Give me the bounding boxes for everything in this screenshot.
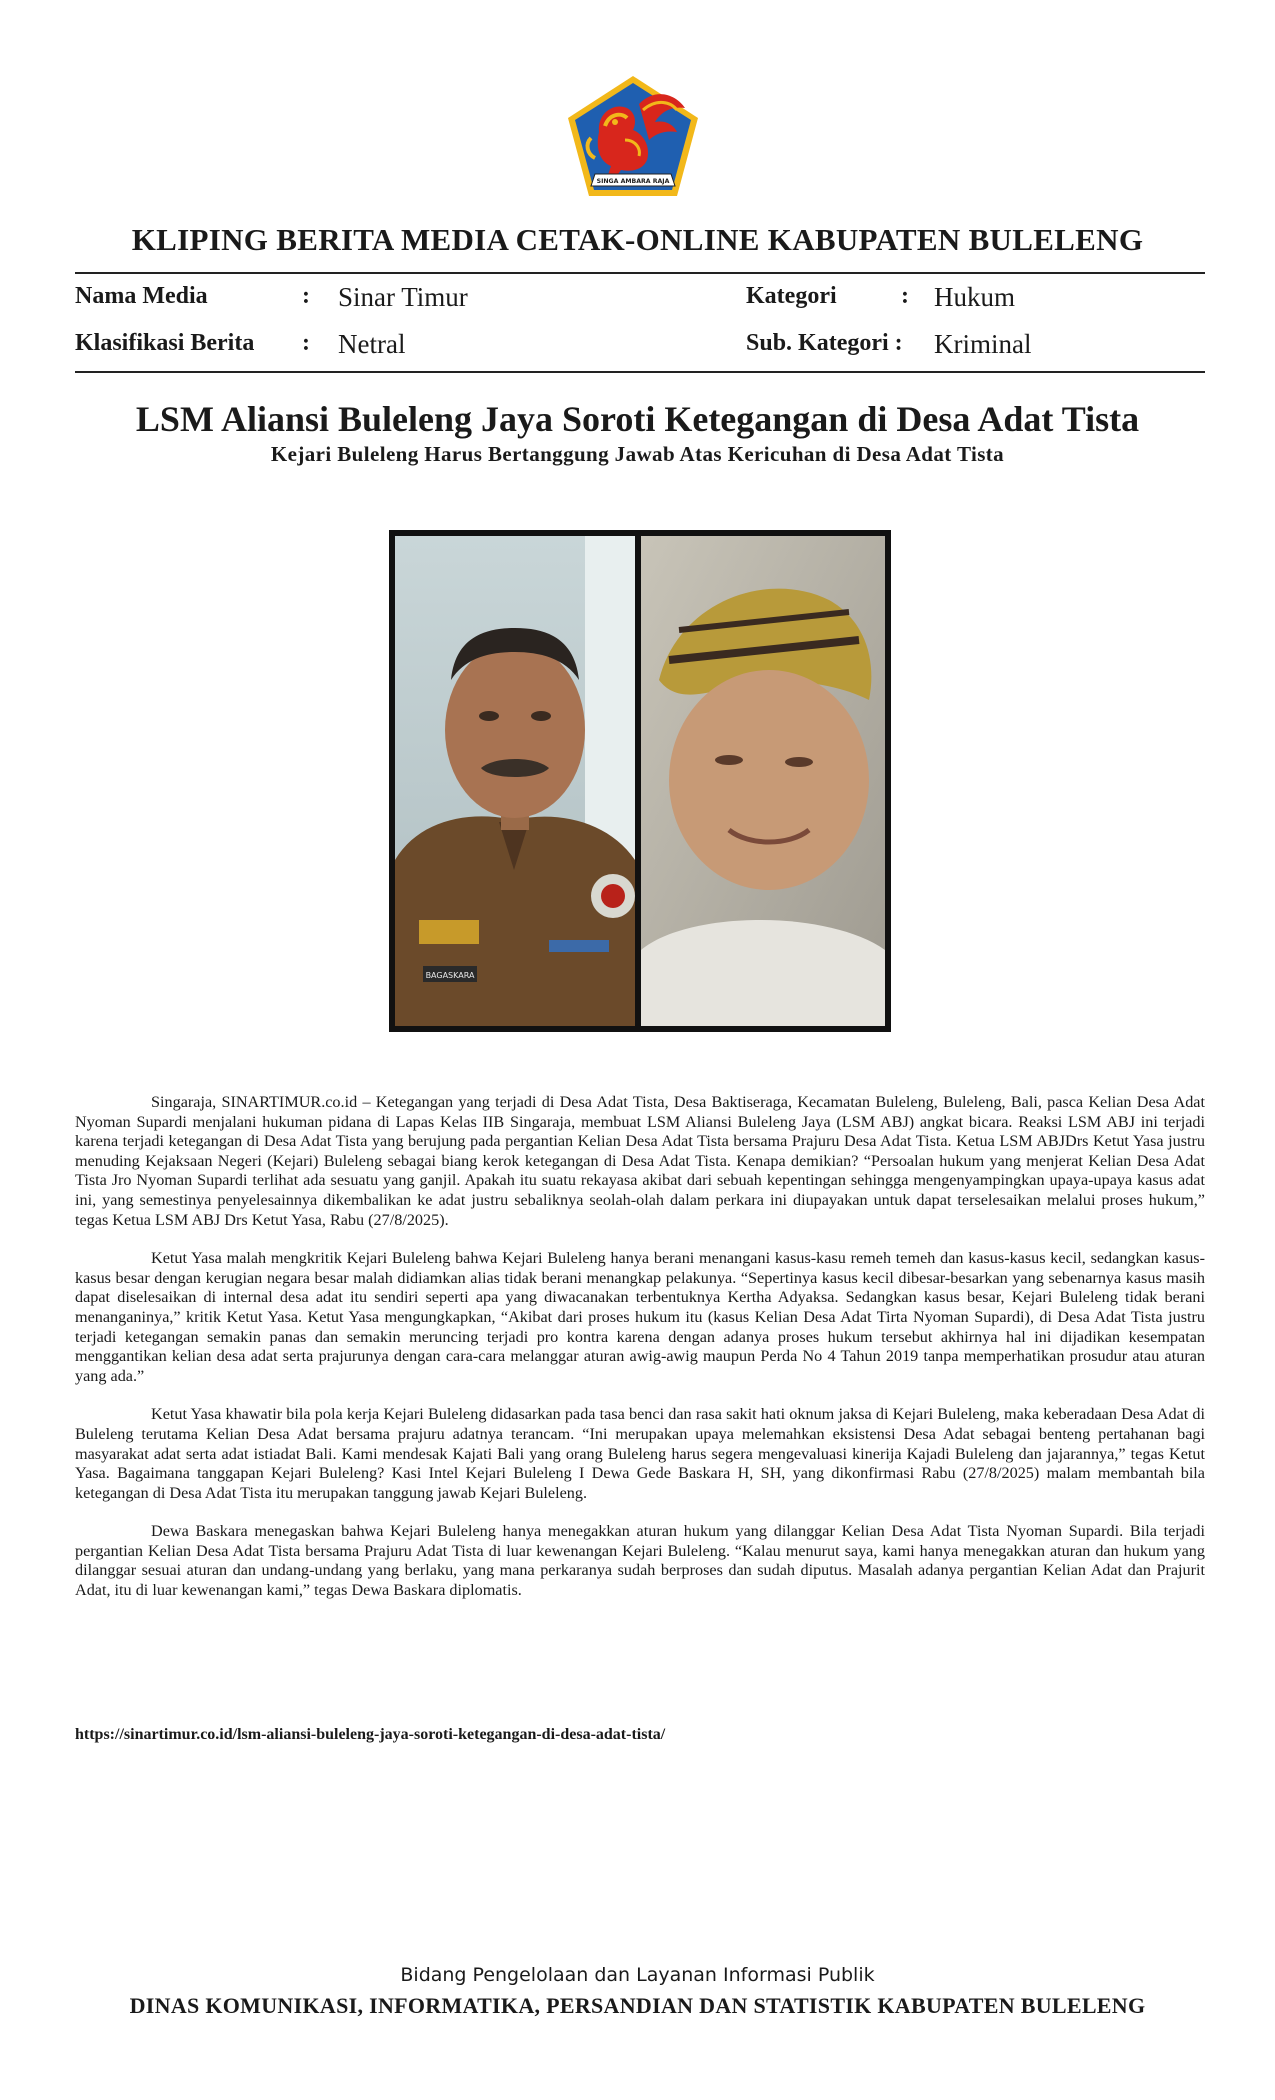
portrait-right bbox=[641, 536, 885, 1026]
article-subheadline: Kejari Buleleng Harus Bertanggung Jawab Atas Kericuhan di Desa Adat Tista bbox=[270, 442, 1005, 466]
footer-department: Bidang Pengelolaan dan Layanan Informasi Publik bbox=[400, 1964, 875, 1986]
footer-agency: DINAS KOMUNIKASI, INFORMATIKA, PERSANDIAN DAN STATISTIK KABUPATEN BULELENG bbox=[129, 1993, 1146, 2018]
source-url-link[interactable]: https://sinartimur.co.id/lsm-aliansi-buleleng-jaya-soroti-ketegangan-di-desa-adat-tista/ bbox=[75, 1726, 666, 1743]
category-value: Hukum bbox=[934, 282, 1015, 312]
logo-motto: SINGA AMBARA RAJA bbox=[596, 178, 670, 185]
regency-logo bbox=[565, 74, 701, 198]
classification-value: Netral bbox=[338, 329, 406, 359]
classification-label: Klasifikasi Berita bbox=[75, 330, 255, 356]
article-photo bbox=[389, 530, 891, 1032]
category-label: Kategori bbox=[746, 283, 837, 309]
subcategory-label: Sub. Kategori : bbox=[746, 330, 903, 356]
portrait-left bbox=[395, 536, 635, 1026]
article-paragraph-3: Ketut Yasa khawatir bila pola kerja Kejari Buleleng didasarkan pada tasa benci dan rasa sakit hati oknum jaksa di Kejari Buleleng, maka keberadaan Desa Adat di Buleleng terutama Kelian Desa Adat bersama prajuru adatnya terancam. “Ini merupakan upaya melemahkan eksistensi Desa Adat sebagai benteng pertahanan bagi masyarakat adat serta adat istiadat Bali. Kami mendesak Kajati Bali yang orang Buleleng harus segera mengevaluasi kinerija Kajadi Buleleng dan jajarannya,” tegas Ketut Yasa. Bagaimana tanggapan Kejari Buleleng? Kasi Intel Kejari Buleleng I Dewa Gede Baskara H, SH, yang dikonfirmasi Rabu (27/8/2025) malam membantah bila ketegangan di Desa Adat Tista itu merupakan tanggung jawab Kejari Buleleng. bbox=[75, 1405, 1205, 1502]
article-headline: LSM Aliansi Buleleng Jaya Soroti Ketegangan di Desa Adat Tista bbox=[135, 399, 1140, 439]
category-colon: : bbox=[901, 283, 909, 309]
article-paragraph-2: Ketut Yasa malah mengkritik Kejari Buleleng bahwa Kejari Buleleng hanya berani menangani kasus-kasu remeh temeh dan kasus-kasus kecil, sedangkan kasus-kasus besar dengan kerugian negara besar malah didiamkan alias tidak berani menangkap pelakunya. “Sepertinya kasus kecil dibesar-besarkan yang sebenarnya kasus masih dapat diselesaikan di internal desa adat itu sendiri seperti apa yang diwacanakan terbentuknya Kertha Adyaksa. Sedangkan kasus besar, Kejari Buleleng tidak berani menanganinya,” kritik Ketut Yasa. Ketut Yasa mengungkapkan, “Akibat dari proses hukum itu (kasus Kelian Desa Adat Tirta Nyoman Supardi), di Desa Adat Tista justru terjadi ketegangan semakin panas dan semakin meruncing terjadi pro kontra karena dengan adanya proses hukum tersebut akhirnya hal ini dijadikan kesempatan menggantikan kelian desa adat serta prajurunya dengan cara-cara melanggar aturan awig-awig maupun Perda No 4 Tahun 2019 tanpa memperhatikan prosudur atau aturan yang ada.” bbox=[75, 1249, 1205, 1385]
singa-ambara-raja-emblem-icon bbox=[565, 74, 701, 198]
media-colon: : bbox=[302, 283, 310, 309]
document-title: KLIPING BERITA MEDIA CETAK-ONLINE KABUPATEN BULELENG bbox=[131, 222, 1144, 257]
header-top-divider bbox=[75, 272, 1205, 274]
article-paragraph-4: Dewa Baskara menegaskan bahwa Kejari Buleleng hanya menegakkan aturan hukum yang dilanggar Kelian Desa Adat Tista Nyoman Supardi. Bila terjadi pergantian Kelian Desa Adat Tista bersama Prajuru Adat Tista di luar kewenangan Kejari Buleleng. “Kalau menurut saya, kami hanya menegakkan aturan dan hukum yang dilanggar sesuai aturan dan undang-undang yang berlaku, yang mana perkaranya sudah berproses dan sudah diputus. Masalah adanya pergantian Kelian Adat dan Prajurit Adat, itu di luar kewenangan kami,” tegas Dewa Baskara diplomatis. bbox=[75, 1522, 1205, 1600]
article-paragraph-1: Singaraja, SINARTIMUR.co.id – Ketegangan yang terjadi di Desa Adat Tista, Desa Baktiseraga, Kecamatan Buleleng, Buleleng, Bali, pasca Kelian Desa Adat Nyoman Supardi menjalani hukuman pidana di Lapas Kelas IIB Singaraja, membuat LSM Aliansi Buleleng Jaya (LSM ABJ) angkat bicara. Reaksi LSM ABJ ini terjadi karena terjadi ketegangan di Desa Adat Tista yang berujung pada pergantian Kelian Desa Adat Tista bersama Prajuru Desa Adat Tista. Ketua LSM ABJDrs Ketut Yasa justru menuding Kejaksaan Negeri (Kejari) Buleleng sebagai biang kerok ketegangan di Desa Adat Tista. Kenapa demikian? “Persoalan hukum yang menjerat Kelian Desa Adat Tista Jro Nyoman Supardi terlihat ada sesuatu yang ganjil. Apakah itu suatu rekayasa akibat dari sebuah kepentingan sehingga mengenyampingkan upaya-upaya kasus adat ini, yang semestinya penyelesainnya dikembalikan ke adat justru sebaliknya seolah-olah dalam perkara ini diupayakan untuk dapat terselesaikan melalui proses hukum,” tegas Ketua LSM ABJ Drs Ketut Yasa, Rabu (27/8/2025). bbox=[75, 1093, 1205, 1229]
classification-colon: : bbox=[302, 330, 310, 356]
media-label: Nama Media bbox=[75, 283, 208, 309]
photo-name-badge: BAGASKARA bbox=[425, 971, 475, 980]
subcategory-value: Kriminal bbox=[934, 329, 1032, 359]
header-bottom-divider bbox=[75, 371, 1205, 373]
media-value: Sinar Timur bbox=[338, 282, 468, 312]
article-body bbox=[75, 1093, 1205, 1620]
